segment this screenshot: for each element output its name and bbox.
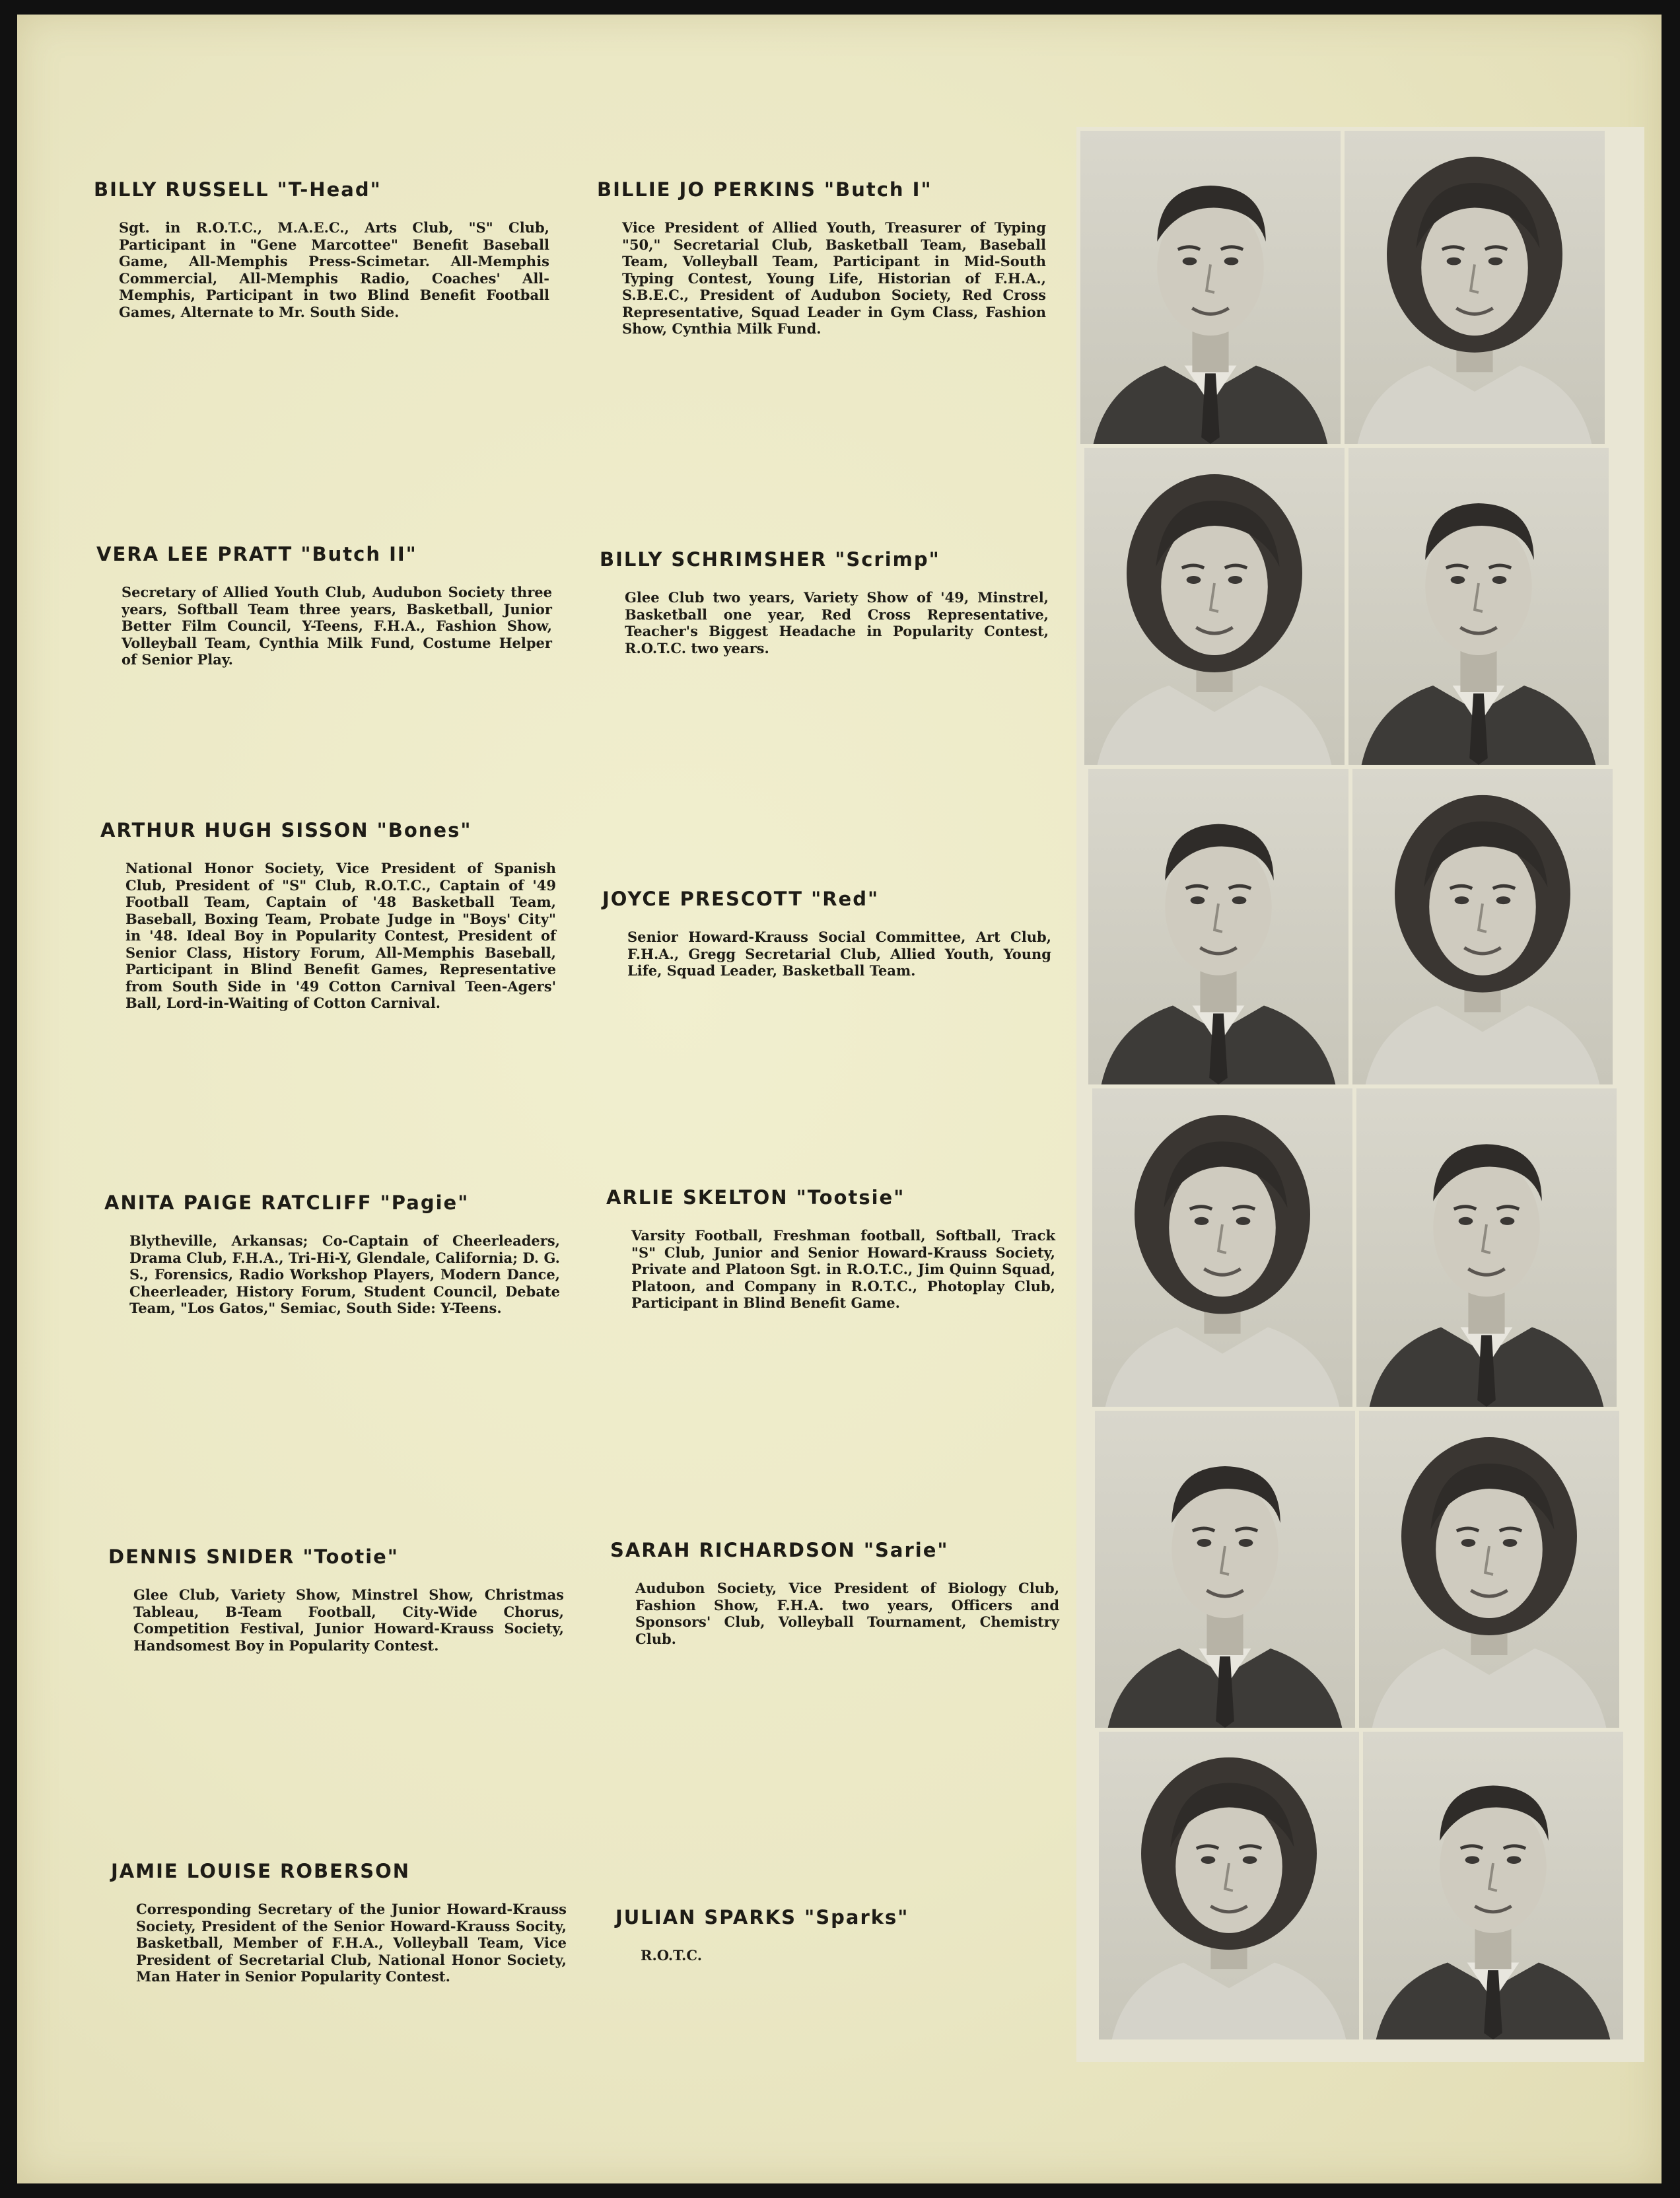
senior-activities: Vice President of Allied Youth, Treasurer of Typing "50," Secretarial Club, Basketball Team, Baseball Team, Volleyball Team, Participant in Mid-South Typing Contest, Young Life, Historian of F.H.A., S.B.E.C., President of Audubon Society, Red Cross Representative, Squad Leader in Gym Class, Fashion Show, Cynthia Milk Fund.	[622, 219, 1046, 337]
senior-name: SARAH RICHARDSON "Sarie"	[610, 1539, 949, 1561]
portrait-photo-arlie-skelton	[1356, 1088, 1617, 1407]
senior-activities: Audubon Society, Vice President of Biology Club, Fashion Show, F.H.A. two years, Officers and Sponsors' Club, Volleyball Tournament, Chemistry Club.	[635, 1580, 1059, 1647]
senior-activities: Blytheville, Arkansas; Co-Captain of Cheerleaders, Drama Club, F.H.A., Tri-Hi-Y, Glendale, California; D. G. S., Forensics, Radio Workshop Players, Modern Dance, Cheerleader, History Forum, Student Council, Debate Team, "Los Gatos," Semiac, South Side: Y-Teens.	[129, 1232, 560, 1316]
portrait-photo-arthur-hugh-sisson	[1088, 769, 1348, 1084]
portrait-photo-dennis-snider	[1095, 1411, 1355, 1728]
senior-name: VERA LEE PRATT "Butch II"	[96, 543, 417, 565]
senior-entry	[104, 1191, 560, 1317]
senior-activities: Sgt. in R.O.T.C., M.A.E.C., Arts Club, "S" Club, Participant in "Gene Marcottee" Benefit Baseball Game, All-Memphis Press-Scimetar. All-Memphis Commercial, All-Memphis Radio, Coaches' All-Memphis, Participant in two Blind Benefit Football Games, Alternate to Mr. South Side.	[119, 219, 549, 320]
portrait-grid	[1076, 127, 1644, 2062]
senior-entry	[600, 548, 1049, 656]
senior-name: BILLY RUSSELL "T-Head"	[94, 178, 382, 201]
senior-activities: Glee Club, Variety Show, Minstrel Show, Christmas Tableau, B-Team Football, City-Wide Chorus, Competition Festival, Junior Howard-Krauss Society, Handsomest Boy in Popularity Contest.	[133, 1586, 564, 1654]
portrait-photo-billie-jo-perkins	[1345, 131, 1605, 444]
portrait-photo-julian-sparks	[1363, 1732, 1623, 2039]
senior-entry	[606, 1186, 1055, 1312]
senior-entry	[610, 1539, 1059, 1647]
senior-name: ARLIE SKELTON "Tootsie"	[606, 1186, 905, 1209]
portrait-photo-billy-schrimsher	[1348, 448, 1609, 765]
yearbook-page	[17, 15, 1662, 2183]
senior-name: JULIAN SPARKS "Sparks"	[615, 1906, 909, 1929]
senior-name: JOYCE PRESCOTT "Red"	[602, 888, 880, 910]
senior-name: DENNIS SNIDER "Tootie"	[108, 1545, 399, 1568]
senior-name: ARTHUR HUGH SISSON "Bones"	[100, 819, 472, 841]
senior-activities: R.O.T.C.	[641, 1947, 703, 1964]
senior-activities: National Honor Society, Vice President of Spanish Club, President of "S" Club, R.O.T.C., Captain of '49 Football Team, Captain of '48 Basketball Team, Baseball, Boxing Team, Probate Judge in "Boys' City" in '48. Ideal Boy in Popularity Contest, President of Senior Class, History Forum, All-Memphis Baseball, Participant in Blind Benefit Games, Representative from South Side in '49 Cotton Carnival Teen-Agers' Ball, Lord-in-Waiting of Cotton Carnival.	[125, 860, 556, 1011]
senior-activities: Varsity Football, Freshman football, Softball, Track "S" Club, Junior and Senior Howard-Krauss Society, Private and Platoon Sgt. in R.O.T.C., Jim Quinn Squad, Platoon, and Company in R.O.T.C., Photoplay Club, Participant in Blind Benefit Game.	[631, 1227, 1055, 1311]
portrait-photo-billy-russell	[1080, 131, 1341, 444]
senior-entry	[615, 1906, 1065, 1964]
senior-activities: Secretary of Allied Youth Club, Audubon Society three years, Softball Team three years, Basketball, Junior Better Film Council, Y-Teens, F.H.A., Fashion Show, Volleyball Team, Cynthia Milk Fund, Costume Helper of Senior Play.	[122, 584, 552, 668]
senior-activities: Glee Club two years, Variety Show of '49, Minstrel, Basketball one year, Red Cross Representative, Teacher's Biggest Headache in Popularity Contest, R.O.T.C. two years.	[625, 589, 1049, 656]
senior-entry	[111, 1860, 567, 1985]
senior-name: ANITA PAIGE RATCLIFF "Pagie"	[104, 1191, 470, 1214]
senior-entry	[602, 888, 1051, 979]
portrait-photo-anita-paige-ratcliff	[1092, 1088, 1352, 1407]
senior-name: BILLIE JO PERKINS "Butch I"	[597, 178, 932, 201]
senior-entry	[100, 819, 556, 1012]
senior-name: JAMIE LOUISE ROBERSON	[111, 1860, 411, 1882]
senior-entry	[108, 1545, 564, 1654]
portrait-photo-sarah-richardson	[1359, 1411, 1619, 1728]
senior-entry	[96, 543, 552, 668]
portrait-photo-joyce-prescott	[1352, 769, 1613, 1084]
senior-activities: Senior Howard-Krauss Social Committee, Art Club, F.H.A., Gregg Secretarial Club, Allied Youth, Young Life, Squad Leader, Basketball Team.	[627, 929, 1051, 979]
senior-activities: Corresponding Secretary of the Junior Howard-Krauss Society, President of the Senior Howard-Krauss Socity, Basketball, Member of F.H.A., Volleyball Team, Vice President of Secretarial Club, National Honor Society, Man Hater in Senior Popularity Contest.	[136, 1901, 567, 1985]
senior-entry	[597, 178, 1046, 337]
senior-entry	[94, 178, 549, 320]
senior-name: BILLY SCHRIMSHER "Scrimp"	[600, 548, 940, 571]
portrait-photo-vera-lee-pratt	[1084, 448, 1345, 765]
portrait-photo-jamie-louise-roberson	[1099, 1732, 1359, 2039]
